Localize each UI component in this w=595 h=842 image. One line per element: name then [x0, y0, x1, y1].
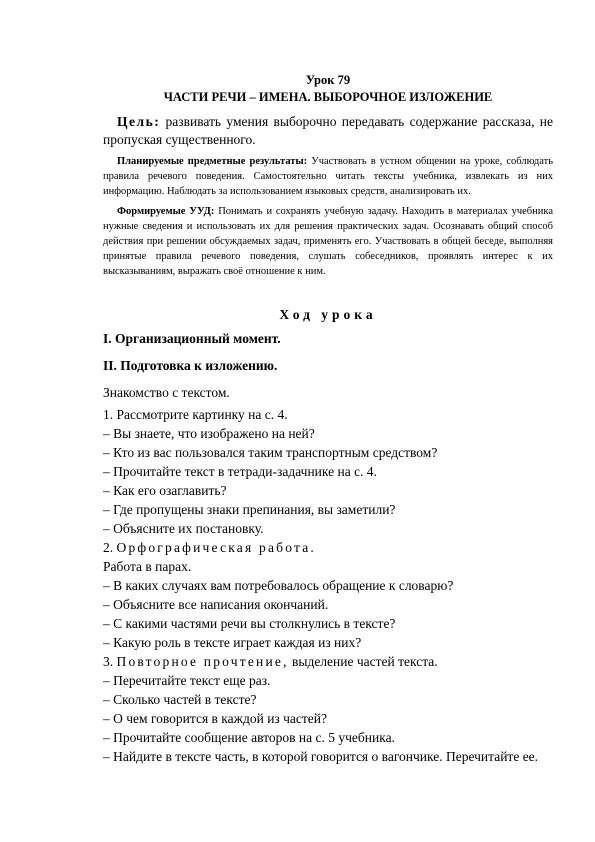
goal-paragraph: [103, 113, 553, 149]
pairs-line: Работа в парах.: [103, 559, 192, 574]
part3-title-rest: выделение частей текста.: [288, 654, 438, 669]
list-item: – Перечитайте текст еще раз.: [103, 673, 271, 688]
goal-label: Цель:: [117, 114, 161, 129]
part3-title: Повторное прочтение,: [116, 654, 289, 669]
list-item: – Кто из вас пользовался таким транспортным средством?: [103, 445, 438, 460]
formed-uud-text: Понимать и сохранять учебную задачу. Находить в материалах учебника нужные сведения и использовать их для решения практических задач. Осознавать общий способ действия при решении обсуждаемых задач, применять его. Участвовать в общей беседе, выполняя принятые правила речевого поведения, слушать собеседников, проявлять интерес к их высказываниям, выражать своё отношение к ним.: [103, 206, 553, 277]
list-item: – Вы знаете, что изображено на ней?: [103, 426, 315, 441]
planned-results-paragraph: [103, 154, 553, 199]
part3-heading: [103, 652, 553, 671]
list-item: – С какими частями речи вы столкнулись в тексте?: [103, 616, 396, 631]
formed-uud-paragraph: [103, 204, 553, 279]
part2-number: 2.: [103, 540, 117, 555]
list-item: – Найдите в тексте часть, в которой говорится о вагончике. Перечитайте ее.: [103, 749, 539, 764]
document-page: [103, 72, 553, 766]
list-item: – Объясните все написания окончаний.: [103, 597, 329, 612]
list-item: – Объясните их постановку.: [103, 521, 264, 536]
list-item: – Какую роль в тексте играет каждая из них?: [103, 635, 362, 650]
section-organizational: I. Организационный момент.: [103, 331, 281, 346]
list-item: – Сколько частей в тексте?: [103, 692, 257, 707]
intro-line: Знакомство с текстом.: [103, 385, 230, 400]
list-item: – Прочитайте текст в тетради-задачнике на с. 4.: [103, 464, 377, 479]
formed-uud-label: Формируемые УУД:: [117, 206, 215, 217]
part2-heading: [103, 538, 553, 557]
list-item: – Как его озаглавить?: [103, 483, 227, 498]
goal-text: развивать умения выборочно передавать содержание рассказа, не пропуская существенного.: [103, 114, 553, 147]
planned-results-label: Планируемые предметные результаты:: [117, 156, 308, 167]
part3-number: 3.: [103, 654, 117, 669]
list-item: – Прочитайте сообщение авторов на с. 5 учебника.: [103, 730, 395, 745]
part1-heading: 1. Рассмотрите картинку на с. 4.: [103, 407, 288, 422]
section-preparation: II. Подготовка к изложению.: [103, 358, 278, 373]
planned-results-text: Участвовать в устном общении на уроке, соблюдать правила речевого поведения. Самостоятельно читать тексты учебника, извлекать из них информацию. Наблюдать за использованием языковых средств, анализировать их.: [103, 156, 553, 197]
lesson-number: Урок 79: [305, 73, 351, 87]
lesson-title: ЧАСТИ РЕЧИ – ИМЕНА. ВЫБОРОЧНОЕ ИЗЛОЖЕНИЕ: [163, 90, 493, 104]
lesson-course-heading: Ход урока: [279, 307, 377, 322]
list-item: – О чем говорится в каждой из частей?: [103, 711, 328, 726]
list-item: – Где пропущены знаки препинания, вы заметили?: [103, 502, 396, 517]
part2-title: Орфографическая работа.: [116, 540, 317, 555]
list-item: – В каких случаях вам потребовалось обращение к словарю?: [103, 578, 454, 593]
